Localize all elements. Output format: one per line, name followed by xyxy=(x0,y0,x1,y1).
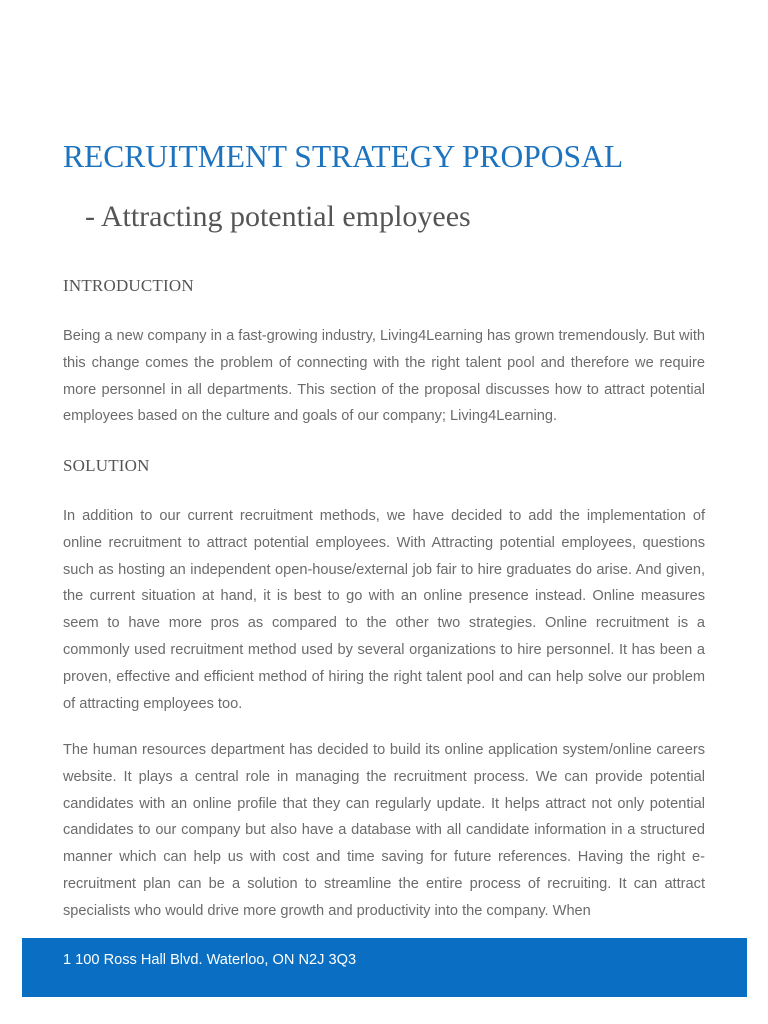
solution-paragraph-1: In addition to our current recruitment methods, we have decided to add the implementation of online recruitment to attract potential employees. With Attracting potential employees, questions such as hosting an independent open-house/external job fair to hire graduates do arise. And given, the current situation at hand, it is best to go with an online presence instead. Online measures seem to have more pros as compared to the other two strategies. Online recruitment is a commonly used recruitment method used by several organizations to hire personnel. It has been a proven, effective and efficient method of hiring the right talent pool and can help solve our problem of attracting employees too. xyxy=(63,508,705,712)
document-subtitle: - Attracting potential employees xyxy=(85,200,471,233)
introduction-paragraph: Being a new company in a fast-growing industry, Living4Learning has grown tremendously. But with this change comes the problem of connecting with the right talent pool and therefore we require more personnel in all departments. This section of the proposal discusses how to attract potential employees based on the culture and goals of our company; Living4Learning. xyxy=(63,328,705,425)
document-title: RECRUITMENT STRATEGY PROPOSAL xyxy=(63,139,624,174)
section-heading-introduction: INTRODUCTION xyxy=(63,276,194,295)
footer-address: 1 100 Ross Hall Blvd. Waterloo, ON N2J 3Q3 xyxy=(63,952,357,968)
solution-paragraph-2: The human resources department has decided to build its online application system/online careers website. It plays a central role in managing the recruitment process. We can provide potential candidates with an online profile that they can regularly update. It helps attract not only potential candidates to our company but also have a database with all candidate information in a structured manner which can help us with cost and time saving for future references. Having the right e-recruitment plan can be a solution to streamline the entire process of recruiting. It can attract specialists who would drive more growth and productivity into the company. When xyxy=(63,742,705,919)
section-heading-solution: SOLUTION xyxy=(63,456,150,475)
footer-bar xyxy=(22,938,747,997)
